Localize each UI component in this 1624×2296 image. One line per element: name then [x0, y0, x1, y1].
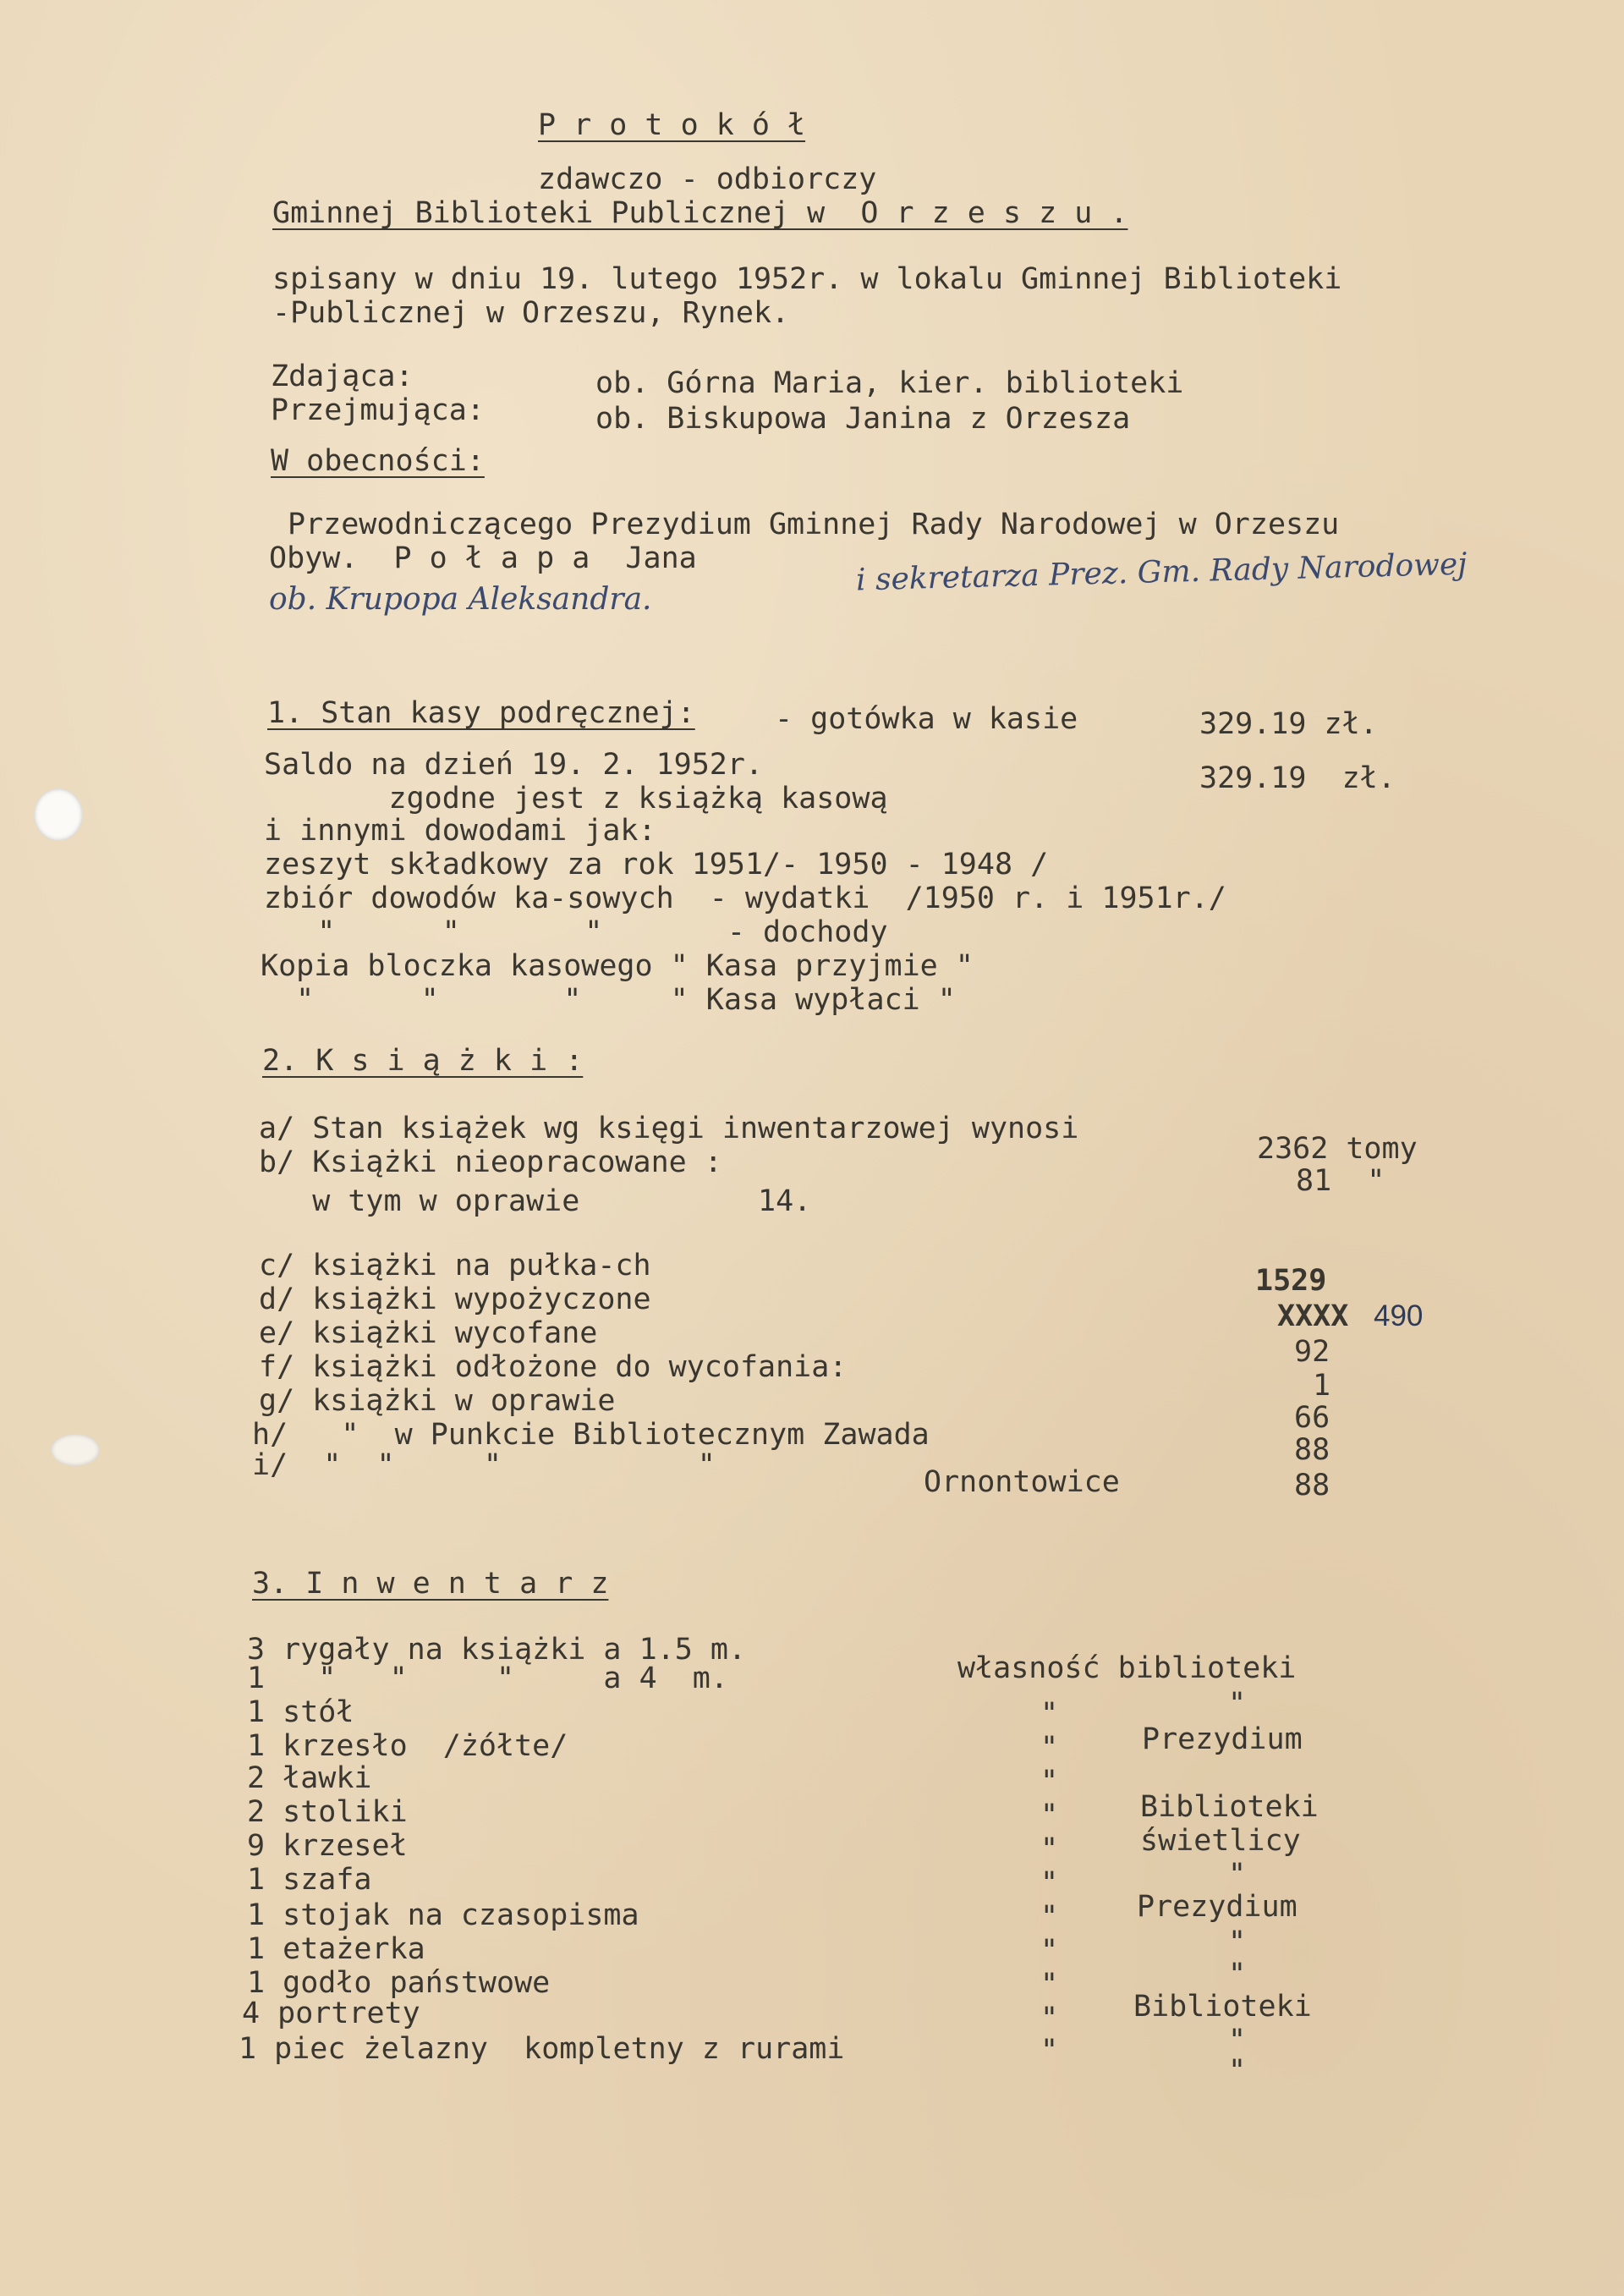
presence-line-1: Przewodniczącego Prezydium Gminnej Rady Narodowej w Orzeszu: [288, 508, 1340, 541]
written-line-1: spisany w dniu 19. lutego 1952r. w lokalu Gminnej Biblioteki: [272, 262, 1342, 296]
inventory-item-3: 1 stół: [247, 1695, 354, 1729]
written-line-2: -Publicznej w Orzeszu, Rynek.: [272, 296, 790, 330]
book-value-d-struck: XXXX: [1277, 1299, 1349, 1333]
inventory-ditto-4: ": [1040, 1731, 1059, 1765]
institution-name: Gminnej Biblioteki Publicznej w O r z e s z u .: [272, 196, 1128, 230]
document-subtitle: zdawczo - odbiorczy: [538, 162, 877, 196]
book-value-g: 66: [1294, 1401, 1330, 1435]
inventory-owner-7: świetlicy: [1140, 1824, 1301, 1858]
inventory-owner-12: Biblioteki: [1133, 1990, 1312, 2024]
book-item-g: g/ książki w oprawie: [259, 1384, 616, 1418]
section1-line-3: zeszyt składkowy za rok 1951/- 1950 - 1948 /: [264, 848, 1049, 882]
inventory-item-1: 3 rygały na książki a 1.5 m.: [247, 1633, 747, 1667]
section3-heading: 3. I n w e n t a r z: [252, 1567, 609, 1601]
inventory-ditto-8: ": [1040, 1866, 1059, 1900]
inventory-owner-2: ": [1228, 1687, 1247, 1721]
inventory-item-9: 1 stojak na czasopisma: [247, 1898, 639, 1932]
presence-label: W obecności:: [271, 444, 485, 478]
book-item-c: c/ książki na pułka-ch: [259, 1249, 651, 1283]
book-value-i: 88: [1294, 1469, 1330, 1502]
giver-value: ob. Górna Maria, kier. biblioteki: [595, 366, 1184, 400]
book-item-i-place: Ornontowice: [924, 1465, 1120, 1499]
inventory-ditto-10: ": [1040, 1934, 1059, 1968]
cash-value: 329.19 zł.: [1199, 707, 1378, 741]
book-value-f: 1: [1313, 1369, 1331, 1403]
inventory-item-11: 1 godło państwowe: [247, 1966, 551, 2000]
inventory-item-5: 2 ławki: [247, 1761, 372, 1795]
inventory-ditto-13: ": [1040, 2034, 1059, 2068]
book-value-c: 1529: [1255, 1264, 1327, 1298]
handwritten-note-line-2: ob. Krupopa Aleksandra.: [269, 582, 652, 617]
book-value-e: 92: [1294, 1335, 1330, 1369]
receiver-value: ob. Biskupowa Janina z Orzesza: [595, 402, 1131, 436]
book-item-e: e/ książki wycofane: [259, 1316, 598, 1350]
book-value-d-handwritten: 490: [1374, 1299, 1424, 1332]
inventory-ditto-9: ": [1040, 1900, 1059, 1934]
book-value-a: 2362 tomy: [1257, 1132, 1418, 1166]
handwritten-note-line-1: i sekretarza Prez. Gm. Rady Narodowej: [855, 547, 1468, 598]
section1-line-7: " " " " Kasa wypłaci ": [261, 983, 956, 1017]
document-title: P r o t o k ó ł: [538, 108, 806, 142]
book-item-i: i/ " " " ": [252, 1448, 716, 1482]
book-item-f: f/ książki odłożone do wycofania:: [259, 1350, 848, 1384]
presence-line-2: Obyw. P o ł a p a Jana: [269, 541, 697, 575]
saldo-value: 329.19 zł.: [1199, 761, 1396, 795]
book-value-h: 88: [1294, 1433, 1330, 1467]
section1-line-2: i innymi dowodami jak:: [264, 814, 656, 848]
receiver-label: Przejmująca:: [271, 393, 485, 427]
book-item-b-sub: w tym w oprawie 14.: [259, 1184, 812, 1218]
book-item-a: a/ Stan książek wg księgi inwentarzowej wynosi: [259, 1112, 1079, 1145]
inventory-item-6: 2 stoliki: [247, 1795, 408, 1829]
inventory-ditto-3: ": [1040, 1697, 1059, 1731]
inventory-extra-ditto: ": [1228, 2054, 1247, 2088]
book-item-d: d/ książki wypożyczone: [259, 1283, 651, 1316]
section1-line-5: " " " - dochody: [264, 915, 888, 949]
inventory-owner-1: własność biblioteki: [957, 1651, 1297, 1685]
inventory-item-8: 1 szafa: [247, 1863, 372, 1897]
cash-label: - gotówka w kasie: [775, 702, 1078, 736]
inventory-owner-11: ": [1228, 1958, 1247, 1991]
section1-line-4: zbiór dowodów ka-sowych - wydatki /1950 r. i 1951r./: [264, 882, 1226, 915]
book-item-b: b/ Książki nieopracowane :: [259, 1145, 722, 1179]
punch-hole-bottom: [51, 1434, 100, 1466]
inventory-owner-4: Prezydium: [1142, 1722, 1303, 1756]
section1-heading: 1. Stan kasy podręcznej:: [267, 696, 695, 730]
inventory-ditto-6: ": [1040, 1799, 1059, 1832]
inventory-item-13: 1 piec żelazny kompletny z rurami: [239, 2032, 845, 2066]
section2-heading: 2. K s i ą ż k i :: [262, 1044, 584, 1078]
inventory-ditto-12: ": [1040, 2002, 1059, 2035]
inventory-item-2: 1 " " " a 4 m.: [247, 1662, 728, 1695]
inventory-item-4: 1 krzesło /żółte/: [247, 1729, 568, 1763]
saldo-line: Saldo na dzień 19. 2. 1952r.: [264, 748, 764, 782]
inventory-ditto-7: ": [1040, 1832, 1059, 1866]
section1-line-6: Kopia bloczka kasowego " Kasa przyjmie ": [261, 949, 974, 983]
inventory-ditto-11: ": [1040, 1968, 1059, 2002]
inventory-item-12: 4 portrety: [242, 1997, 420, 2030]
book-value-b: 81 ": [1296, 1164, 1385, 1198]
section1-line-1: zgodne jest z książką kasową: [264, 782, 888, 816]
book-item-h: h/ " w Punkcie Bibliotecznym Zawada: [252, 1418, 930, 1452]
inventory-owner-6: Biblioteki: [1140, 1790, 1319, 1824]
inventory-owner-9: Prezydium: [1137, 1890, 1298, 1924]
inventory-owner-8: ": [1228, 1858, 1247, 1892]
inventory-ditto-5: ": [1040, 1765, 1059, 1799]
inventory-item-7: 9 krzeseł: [247, 1829, 408, 1863]
inventory-owner-10: ": [1228, 1925, 1247, 1959]
inventory-item-10: 1 etażerka: [247, 1932, 425, 1966]
giver-label: Zdająca:: [271, 360, 414, 393]
punch-hole-top: [34, 788, 83, 841]
inventory-owner-13: ": [1228, 2024, 1247, 2057]
